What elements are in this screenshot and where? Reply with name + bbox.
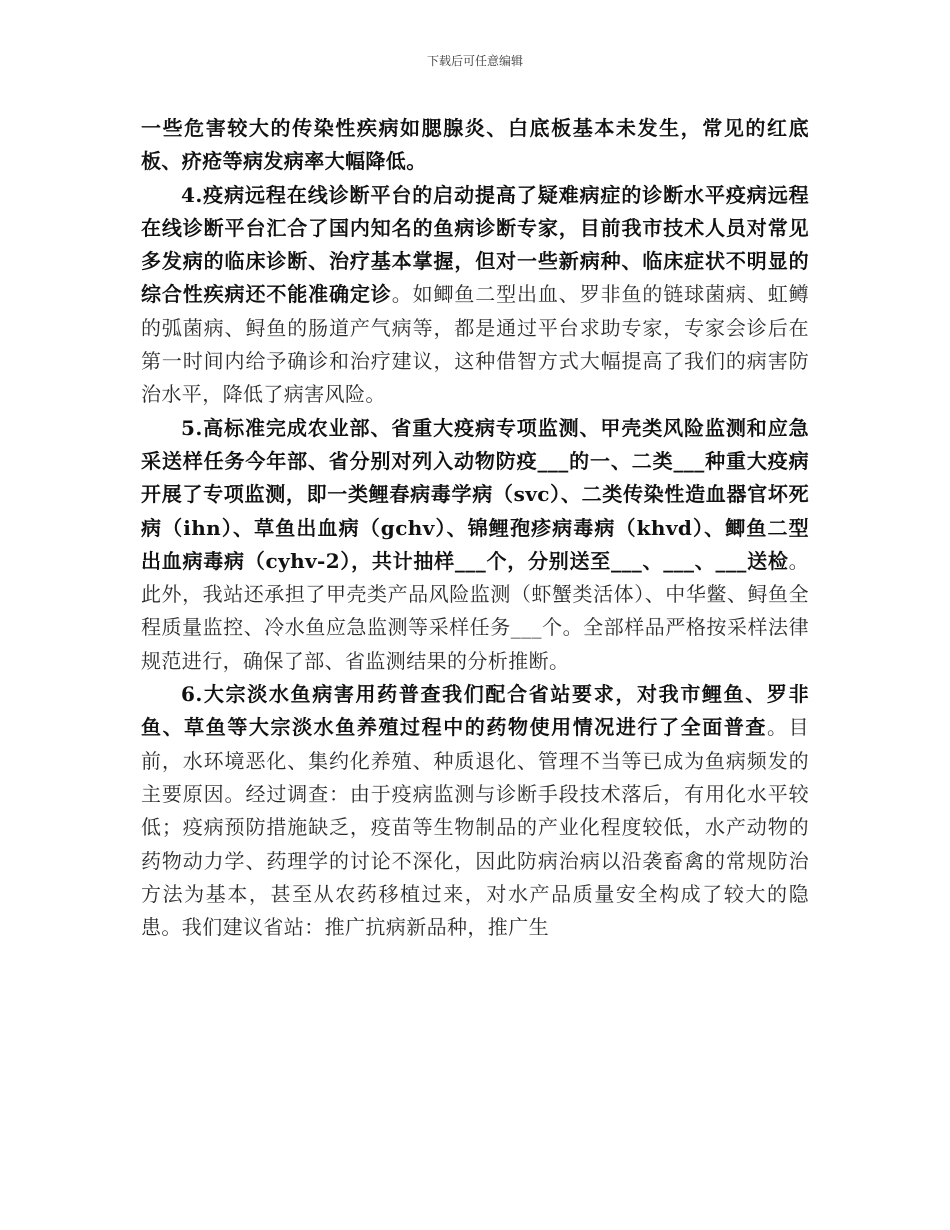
paragraph-2-bold-run: 4.疫病远程在线诊断平台的启动提高了疑难病症的诊断水平疫病远程在线诊断平台汇合了国内知名的鱼病诊断专家，目前我市技术人员对常见多发病的临床诊断、治疗基本掌握，但对一些新病种、临床症状不明显的综合性疾病还不能准确定诊 [141,182,809,307]
paragraph-1 [141,112,809,179]
paragraph-3-item-5 [141,412,809,678]
paragraph-4-regular-run: 。目前，水环境恶化、集约化养殖、种质退化、管理不当等已成为鱼病频发的主要原因。经过调查：由于疫病监测与诊断手段技术落后，有用化水平较低；疫病预防措施缺乏，疫苗等生物制品的产业化程度较低，水产动物的药物动力学、药理学的讨论不深化，因此防病治病以沿袭畜禽的常规防治方法为基本，甚至从农药移植过来，对水产品质量安全构成了较大的隐患。我们建议省站：推广抗病新品种，推广生 [141,715,809,940]
page-header: 下载后可任意编辑 [426,54,523,68]
paragraph-4-bold-run: 6.大宗淡水鱼病害用药普查我们配合省站要求，对我市鲤鱼、罗非鱼、草鱼等大宗淡水鱼养殖过程中的药物使用情况进行了全面普查 [141,682,809,740]
paragraph-3-regular-run: 。此外，我站还承担了甲壳类产品风险监测（虾蟹类活体）、中华鳖、鲟鱼全程质量监控、冷水鱼应急监测等采样任务___个。全部样品严格按采样法律规范进行，确保了部、省监测结果的分析推断。 [141,548,809,673]
paragraph-3-bold-run: 5.高标准完成农业部、省重大疫病专项监测、甲壳类风险监测和应急采送样任务今年部、省分别对列入动物防疫___的一、二类___种重大疫病开展了专项监测，即一类鲤春病毒学病（svc）、二类传染性造血器官坏死病（ihn）、草鱼出血病（gchv）、锦鲤孢疹病毒病（khvd）、鲫鱼二型出血病毒病（cyhv-2），共计抽样___个，分别送至___、___、___送检 [141,415,809,573]
paragraph-2-item-4 [141,179,809,412]
document-body [141,112,809,944]
paragraph-4-item-6 [141,678,809,944]
paragraph-2-regular-run: 。如鲫鱼二型出血、罗非鱼的链球菌病、虹鳟的弧菌病、鲟鱼的肠道产气病等，都是通过平台求助专家，专家会诊后在第一时间内给予确诊和治疗建议，这种借智方式大幅提高了我们的病害防治水平，降低了病害风险。 [141,282,809,407]
paragraph-1-bold-run: 一些危害较大的传染性疾病如腮腺炎、白底板基本未发生，常见的红底板、疥疮等病发病率大幅降低。 [141,116,809,174]
